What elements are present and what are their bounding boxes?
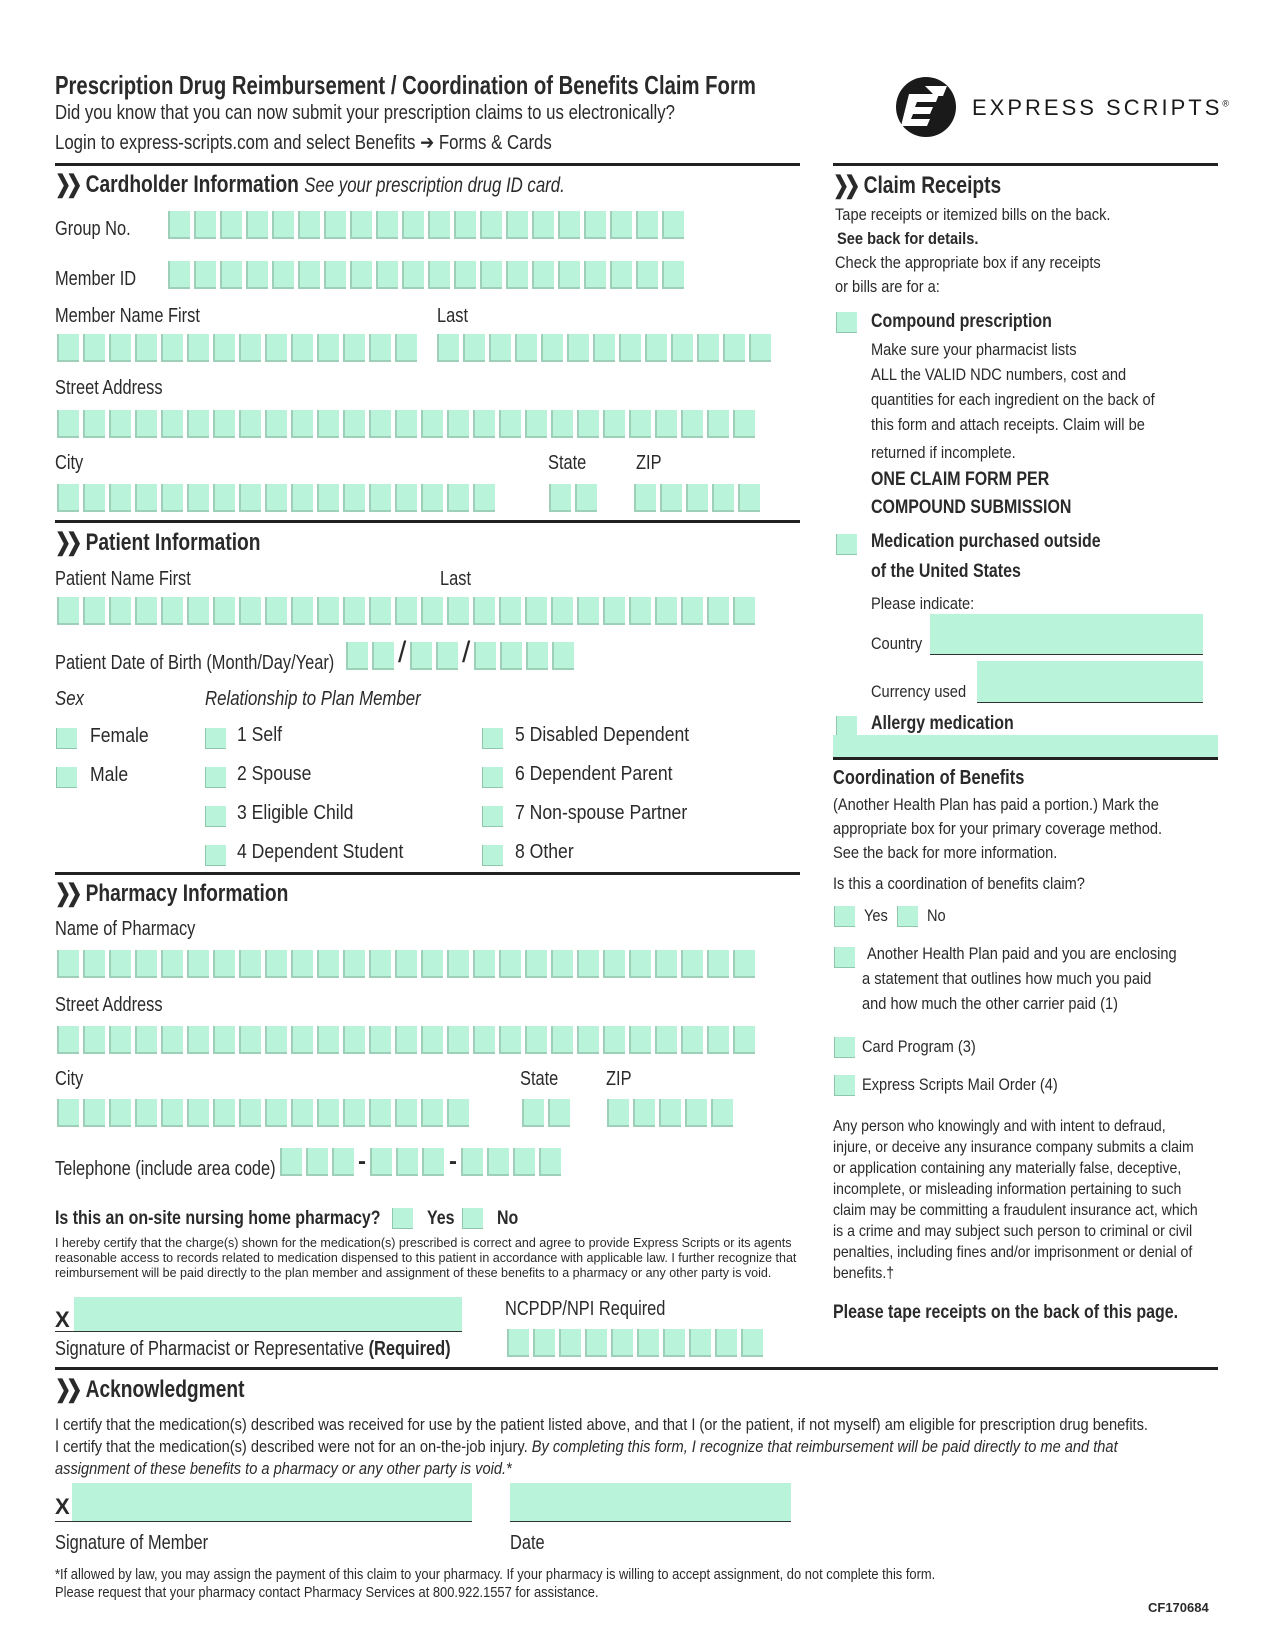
pharmacy-zip-label: ZIP: [606, 1068, 632, 1090]
pharmacist-signature-field[interactable]: [74, 1297, 462, 1331]
cob-card-program-checkbox[interactable]: [834, 1037, 855, 1058]
compound-checkbox[interactable]: [836, 312, 857, 333]
relationship-parent-checkbox[interactable]: [482, 767, 503, 788]
compound-text-line: ALL the VALID NDC numbers, cost and: [871, 365, 1127, 384]
pharmacy-name-input[interactable]: [57, 950, 755, 978]
ack-line-1: I certify that the medication(s) described was received for use by the patient listed above, and that I (or the patient, if not myself) am eligible for prescription drug benefits.: [55, 1415, 1149, 1434]
currency-underline: [977, 702, 1203, 703]
relationship-option-label: 2 Spouse: [237, 763, 312, 785]
logo-wordmark: EXPRESS SCRIPTS®: [972, 95, 1230, 120]
allergy-input[interactable]: [833, 735, 1218, 757]
chevron-right-icon: ❯❯: [55, 1376, 78, 1403]
relationship-option-label: 6 Dependent Parent: [515, 763, 673, 785]
patient-name-first-label: Patient Name First: [55, 568, 191, 590]
sex-female-label: Female: [90, 725, 149, 747]
cob-question: Is this a coordination of benefits claim?: [833, 874, 1085, 893]
member-name-last-input[interactable]: [437, 334, 771, 362]
date-line: [510, 1521, 791, 1522]
cardholder-state-input[interactable]: [549, 484, 597, 512]
cob-text-line: appropriate box for your primary coverage method.: [833, 819, 1163, 838]
telephone-label: Telephone (include area code): [55, 1158, 276, 1180]
section-divider: [55, 163, 800, 166]
outside-us-label: Medication purchased outside: [871, 531, 1101, 552]
section-divider: [55, 872, 800, 875]
nursing-home-question: Is this an on-site nursing home pharmacy?: [55, 1208, 381, 1229]
compound-label: Compound prescription: [871, 311, 1052, 332]
member-signature-field[interactable]: [72, 1483, 472, 1521]
relationship-partner-checkbox[interactable]: [482, 806, 503, 827]
section-divider: [833, 163, 1218, 166]
pharmacy-state-input[interactable]: [522, 1099, 570, 1127]
pharmacy-heading: ❯❯ Pharmacy Information: [55, 880, 289, 907]
compound-text-line: quantities for each ingredient on the back of: [871, 390, 1155, 409]
relationship-disabled-checkbox[interactable]: [482, 728, 503, 749]
compound-text-line: returned if incomplete.: [871, 443, 1016, 462]
relationship-other-checkbox[interactable]: [482, 845, 503, 866]
dob-day-input[interactable]: [410, 642, 458, 670]
cardholder-zip-label: ZIP: [636, 452, 662, 474]
cob-other-plan-checkbox[interactable]: [834, 947, 855, 968]
member-name-first-label: Member Name First: [55, 305, 200, 327]
dob-month-input[interactable]: [346, 642, 394, 670]
cob-card-program-label: Card Program (3): [862, 1037, 976, 1056]
compound-text-line: Make sure your pharmacist lists: [871, 340, 1077, 359]
country-label: Country: [871, 634, 923, 653]
chevron-right-icon: ❯❯: [55, 171, 78, 198]
allergy-label: Allergy medication: [871, 713, 1014, 734]
compound-bold-line: COMPOUND SUBMISSION: [871, 497, 1072, 518]
receipts-line-4: or bills are for a:: [835, 277, 940, 296]
cob-text-line: (Another Health Plan has paid a portion.) Mark the: [833, 795, 1159, 814]
sex-label: Sex: [55, 688, 84, 710]
group-no-label: Group No.: [55, 218, 131, 240]
phone-separator: -: [358, 1148, 366, 1175]
cob-no-checkbox[interactable]: [897, 906, 918, 927]
group-no-input[interactable]: [168, 211, 684, 239]
nursing-yes-label: Yes: [427, 1208, 455, 1229]
ncpdp-label: NCPDP/NPI Required: [505, 1298, 666, 1320]
dob-separator: /: [398, 636, 407, 669]
cob-mail-order-label: Express Scripts Mail Order (4): [862, 1075, 1058, 1094]
country-input[interactable]: [930, 614, 1203, 654]
header-line-1: Did you know that you can now submit your prescription claims to us electronically?: [55, 102, 676, 124]
chevron-right-icon: ❯❯: [833, 172, 856, 199]
claim-receipts-heading: ❯❯ Claim Receipts: [833, 172, 1002, 199]
cob-text-line: See the back for more information.: [833, 843, 1058, 862]
relationship-option-label: 4 Dependent Student: [237, 841, 404, 863]
phone-prefix-input[interactable]: [370, 1148, 444, 1176]
cardholder-city-input[interactable]: [57, 484, 495, 512]
compound-bold-line: ONE CLAIM FORM PER: [871, 469, 1050, 490]
currency-label: Currency used: [871, 682, 967, 701]
footer-note-2: Please request that your pharmacy contact Pharmacy Services at 800.922.1557 for assistance.: [55, 1584, 599, 1601]
relationship-child-checkbox[interactable]: [205, 806, 226, 827]
relationship-option-label: 8 Other: [515, 841, 574, 863]
phone-separator: -: [449, 1148, 457, 1175]
member-signature-x-mark: X: [55, 1494, 70, 1519]
pharmacy-street-label: Street Address: [55, 994, 163, 1016]
phone-area-input[interactable]: [280, 1148, 354, 1176]
pharmacy-city-input[interactable]: [57, 1099, 469, 1127]
ack-line-2: I certify that the medication(s) described were not for an on-the-job injury. By completing this form, I recognize that reimbursement will be paid directly to me and that: [55, 1437, 1118, 1456]
member-signature-label: Signature of Member: [55, 1532, 209, 1554]
cob-yes-checkbox[interactable]: [834, 906, 855, 927]
cob-mail-order-checkbox[interactable]: [834, 1075, 855, 1096]
cob-option-1-line: Another Health Plan paid and you are enclosing: [867, 944, 1177, 963]
cardholder-city-label: City: [55, 452, 84, 474]
chevron-right-icon: ❯❯: [55, 880, 78, 907]
pharmacy-certification-text: I hereby certify that the charge(s) shown for the medication(s) prescribed is correct and agree to provide Express Scripts or its agents reasonable access to records related to medication dispensed to this patient in accordance with applicable law. I further recognize that reimbursement will be paid directly to the plan member and assignment of these benefits to a pharmacy or any other party is void.: [55, 1236, 797, 1280]
member-name-last-label: Last: [437, 305, 469, 327]
ncpdp-input[interactable]: [507, 1329, 763, 1357]
member-id-label: Member ID: [55, 268, 137, 290]
form-code: CF170684: [1148, 1600, 1209, 1615]
cob-option-1-line: and how much the other carrier paid (1): [862, 994, 1118, 1013]
ack-line-3: assignment of these benefits to a pharmacy or any other party is void.*: [55, 1459, 512, 1478]
nursing-yes-checkbox[interactable]: [392, 1208, 413, 1229]
nursing-no-checkbox[interactable]: [462, 1208, 483, 1229]
phone-line-input[interactable]: [461, 1148, 561, 1176]
outside-us-label: of the United States: [871, 561, 1021, 582]
tape-receipts-note: Please tape receipts on the back of this page.: [833, 1302, 1179, 1323]
relationship-option-label: 3 Eligible Child: [237, 802, 354, 824]
form-title: Prescription Drug Reimbursement / Coordination of Benefits Claim Form: [55, 70, 756, 100]
member-name-first-input[interactable]: [57, 334, 417, 362]
footer-note-1: *If allowed by law, you may assign the payment of this claim to your pharmacy. If your pharmacy is willing to accept assignment, do not complete this form.: [55, 1566, 936, 1583]
sex-male-checkbox[interactable]: [56, 767, 77, 788]
patient-name-last-label: Last: [440, 568, 472, 590]
fraud-warning-text: Any person who knowingly and with intent to defraud, injure, or deceive any insurance company submits a claim or application containing any materially false, deceptive, incomplete, or misleading information pertaining to such claim may be committing a fraudulent insurance act, which is a crime and may subject such person to criminal or civil penalties, including fines and/or imprisonment or denial of benefits.†: [833, 1118, 1198, 1282]
patient-dob-label: Patient Date of Birth (Month/Day/Year): [55, 652, 335, 674]
pharmacy-state-label: State: [520, 1068, 559, 1090]
pharmacy-city-label: City: [55, 1068, 84, 1090]
country-underline: [930, 654, 1203, 655]
relationship-self-checkbox[interactable]: [205, 728, 226, 749]
pharmacy-zip-input[interactable]: [607, 1099, 733, 1127]
cob-no-label: No: [927, 906, 946, 925]
cardholder-state-label: State: [548, 452, 587, 474]
section-divider: [833, 757, 1218, 760]
pharmacist-signature-label: Signature of Pharmacist or Representative (Required): [55, 1338, 451, 1360]
allergy-checkbox[interactable]: [836, 716, 857, 737]
signature-line: [55, 1521, 472, 1522]
relationship-label: Relationship to Plan Member: [205, 688, 421, 710]
cardholder-zip-input[interactable]: [634, 484, 760, 512]
please-indicate-label: Please indicate:: [871, 594, 975, 613]
compound-text-line: this form and attach receipts. Claim will be: [871, 415, 1145, 434]
dob-year-input[interactable]: [474, 642, 574, 670]
sex-female-checkbox[interactable]: [56, 728, 77, 749]
date-field[interactable]: [510, 1483, 791, 1521]
acknowledgment-heading: ❯❯ Acknowledgment: [55, 1376, 245, 1403]
cob-heading: Coordination of Benefits: [833, 767, 1025, 789]
date-label: Date: [510, 1532, 545, 1554]
signature-x-mark: X: [55, 1307, 70, 1332]
relationship-option-label: 7 Non-spouse Partner: [515, 802, 688, 824]
section-divider: [55, 1367, 1218, 1370]
cob-yes-label: Yes: [864, 906, 888, 925]
outside-us-checkbox[interactable]: [836, 534, 857, 555]
signature-line: [55, 1331, 462, 1332]
relationship-option-label: 5 Disabled Dependent: [515, 724, 690, 746]
chevron-right-icon: ❯❯: [55, 529, 78, 556]
member-id-input[interactable]: [168, 261, 684, 289]
sex-male-label: Male: [90, 764, 129, 786]
currency-input[interactable]: [977, 661, 1203, 702]
header-line-2: Login to express-scripts.com and select Benefits ➔ Forms & Cards: [55, 132, 552, 154]
cob-option-1-line: a statement that outlines how much you paid: [862, 969, 1152, 988]
patient-name-input[interactable]: [57, 597, 755, 625]
cardholder-heading: ❯❯ Cardholder Information See your prescription drug ID card.: [55, 171, 565, 198]
relationship-option-label: 1 Self: [237, 724, 283, 746]
cardholder-street-input[interactable]: [57, 410, 755, 438]
receipts-line-2: See back for details.: [837, 229, 979, 248]
nursing-no-label: No: [497, 1208, 519, 1229]
pharmacy-name-label: Name of Pharmacy: [55, 918, 196, 940]
relationship-spouse-checkbox[interactable]: [205, 767, 226, 788]
express-scripts-logo-icon: [895, 76, 957, 138]
dob-separator: /: [462, 636, 471, 669]
receipts-line-1: Tape receipts or itemized bills on the back.: [835, 205, 1111, 224]
patient-heading: ❯❯ Patient Information: [55, 529, 261, 556]
pharmacy-street-input[interactable]: [57, 1026, 755, 1054]
cardholder-street-label: Street Address: [55, 377, 163, 399]
section-divider: [55, 520, 800, 523]
relationship-student-checkbox[interactable]: [205, 845, 226, 866]
receipts-line-3: Check the appropriate box if any receipts: [835, 253, 1101, 272]
